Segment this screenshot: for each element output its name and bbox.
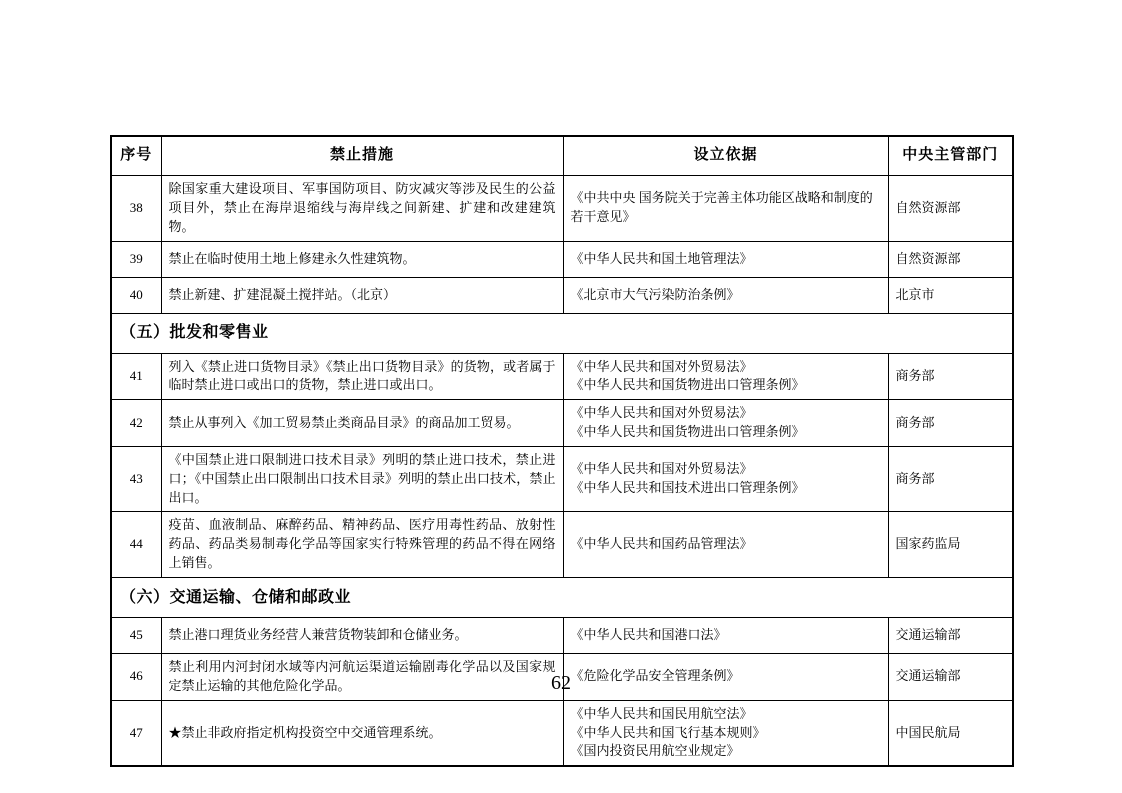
section-label: （五）批发和零售业 (111, 313, 1013, 353)
table-row (111, 617, 1013, 653)
basis-line: 《中华人民共和国对外贸易法》 (570, 461, 753, 477)
table-row (111, 700, 1013, 766)
cell-basis (563, 512, 888, 578)
basis-line: 《中共中央 国务院关于完善主体功能区战略和制度的若干意见》 (570, 190, 873, 225)
cell-no: 41 (111, 353, 161, 400)
basis-line: 《国内投资民用航空业规定》 (570, 743, 740, 759)
basis-line: 《中华人民共和国货物进出口管理条例》 (570, 377, 805, 393)
cell-no: 39 (111, 241, 161, 277)
cell-basis (563, 617, 888, 653)
table-row (111, 241, 1013, 277)
basis-line: 《中华人民共和国货物进出口管理条例》 (570, 424, 805, 440)
table-row (111, 512, 1013, 578)
cell-basis (563, 400, 888, 447)
cell-measure: 禁止利用内河封闭水域等内河航运渠道运输剧毒化学品以及国家规定禁止运输的其他危险化学品。 (161, 653, 563, 700)
basis-line: 《北京市大气污染防治条例》 (570, 286, 740, 302)
basis-line: 《中华人民共和国药品管理法》 (570, 536, 753, 552)
cell-no: 43 (111, 446, 161, 512)
cell-measure: ★禁止非政府指定机构投资空中交通管理系统。 (161, 700, 563, 766)
header-basis: 设立依据 (563, 136, 888, 176)
basis-line: 《中华人民共和国对外贸易法》 (570, 405, 753, 421)
table-row (111, 353, 1013, 400)
cell-basis (563, 700, 888, 766)
cell-measure: 列入《禁止进口货物目录》《禁止出口货物目录》的货物，或者属于临时禁止进口或出口的货物，禁止进口或出口。 (161, 353, 563, 400)
cell-measure: 禁止新建、扩建混凝土搅拌站。（北京） (161, 277, 563, 313)
basis-line: 《中华人民共和国飞行基本规则》 (570, 724, 766, 740)
cell-measure: 禁止港口理货业务经营人兼营货物装卸和仓储业务。 (161, 617, 563, 653)
header-department: 中央主管部门 (888, 136, 1013, 176)
cell-basis (563, 277, 888, 313)
cell-department: 自然资源部 (888, 176, 1013, 242)
cell-measure: 禁止从事列入《加工贸易禁止类商品目录》的商品加工贸易。 (161, 400, 563, 447)
cell-measure: 《中国禁止进口限制进口技术目录》列明的禁止进口技术，禁止进口；《中国禁止出口限制出口技术目录》列明的禁止出口技术，禁止出口。 (161, 446, 563, 512)
basis-line: 《中华人民共和国技术进出口管理条例》 (570, 480, 805, 496)
cell-no: 44 (111, 512, 161, 578)
basis-line: 《中华人民共和国民用航空法》 (570, 705, 753, 721)
cell-measure: 除国家重大建设项目、军事国防项目、防灾减灾等涉及民生的公益项目外，禁止在海岸退缩线与海岸线之间新建、扩建和改建建筑物。 (161, 176, 563, 242)
cell-department: 中国民航局 (888, 700, 1013, 766)
table-row (111, 446, 1013, 512)
cell-no: 40 (111, 277, 161, 313)
cell-department: 交通运输部 (888, 653, 1013, 700)
section-label: （六）交通运输、仓储和邮政业 (111, 577, 1013, 617)
table-header (111, 136, 1013, 176)
cell-department: 交通运输部 (888, 617, 1013, 653)
basis-line: 《中华人民共和国土地管理法》 (570, 250, 753, 266)
header-measure: 禁止措施 (161, 136, 563, 176)
cell-no: 47 (111, 700, 161, 766)
cell-department: 商务部 (888, 400, 1013, 447)
table-row (111, 277, 1013, 313)
cell-measure: 疫苗、血液制品、麻醉药品、精神药品、医疗用毒性药品、放射性药品、药品类易制毒化学品等国家实行特殊管理的药品不得在网络上销售。 (161, 512, 563, 578)
basis-line: 《危险化学品安全管理条例》 (570, 668, 740, 684)
cell-department: 商务部 (888, 353, 1013, 400)
cell-no: 46 (111, 653, 161, 700)
header-row (111, 136, 1013, 176)
table-row (111, 176, 1013, 242)
cell-no: 38 (111, 176, 161, 242)
basis-line: 《中华人民共和国港口法》 (570, 627, 727, 643)
cell-basis (563, 241, 888, 277)
cell-department: 国家药监局 (888, 512, 1013, 578)
cell-department: 商务部 (888, 446, 1013, 512)
cell-basis (563, 176, 888, 242)
cell-measure: 禁止在临时使用土地上修建永久性建筑物。 (161, 241, 563, 277)
basis-line: 《中华人民共和国对外贸易法》 (570, 358, 753, 374)
section-row (111, 313, 1013, 353)
cell-no: 42 (111, 400, 161, 447)
header-no: 序号 (111, 136, 161, 176)
cell-department: 北京市 (888, 277, 1013, 313)
cell-no: 45 (111, 617, 161, 653)
cell-basis (563, 353, 888, 400)
cell-basis (563, 446, 888, 512)
section-row (111, 577, 1013, 617)
table-row (111, 400, 1013, 447)
cell-department: 自然资源部 (888, 241, 1013, 277)
page-number: 62 (551, 672, 571, 694)
